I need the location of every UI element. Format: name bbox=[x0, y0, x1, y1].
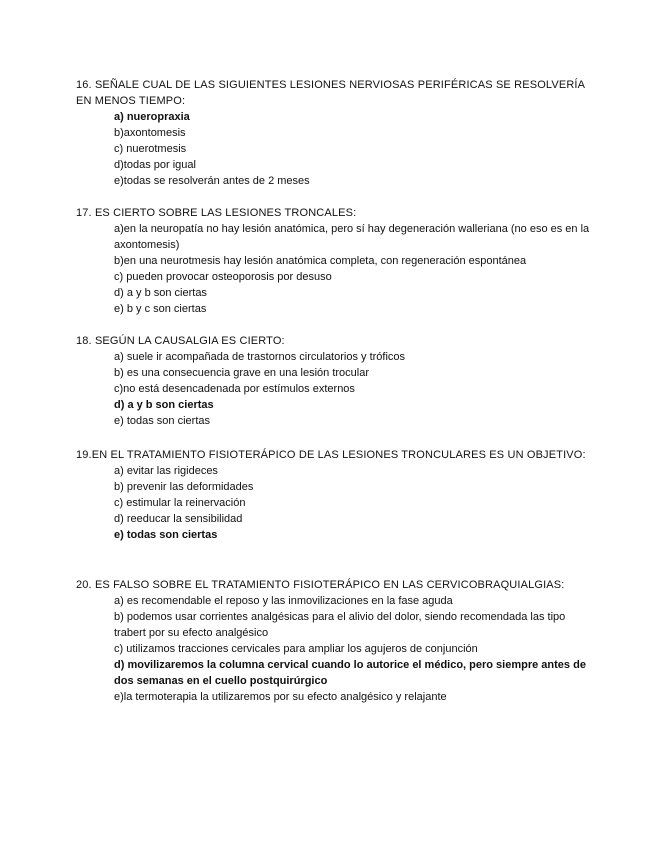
question-title: 19.EN EL TRATAMIENTO FISIOTERÁPICO DE LAS LESIONES TRONCULARES ES UN OBJETIVO: bbox=[76, 449, 586, 461]
option-b: b) podemos usar corrientes analgésicas para el alivio del dolor, siendo recomendada las tipo trabert por su efecto analgésico bbox=[114, 611, 566, 639]
option-e: e)la termoterapia la utilizaremos por su efecto analgésico y relajante bbox=[114, 691, 447, 703]
option-c: c) pueden provocar osteoporosis por desuso bbox=[114, 271, 332, 283]
option-d: d) reeducar la sensibilidad bbox=[114, 513, 243, 525]
option-c: c) nuerotmesis bbox=[114, 143, 187, 155]
option-b: b) es una consecuencia grave en una lesión trocular bbox=[114, 367, 369, 379]
question-title: 17. ES CIERTO SOBRE LAS LESIONES TRONCALES: bbox=[76, 207, 357, 219]
question-17 bbox=[76, 205, 596, 317]
option-c: c)no está desencadenada por estímulos externos bbox=[114, 383, 355, 395]
option-b: b)en una neurotmesis hay lesión anatómica completa, con regeneración espontánea bbox=[114, 255, 527, 267]
question-16 bbox=[76, 77, 596, 189]
question-19 bbox=[76, 447, 596, 543]
option-d: d) a y b son ciertas bbox=[114, 287, 207, 299]
option-e: e)todas se resolverán antes de 2 meses bbox=[114, 175, 310, 187]
option-b: b) prevenir las deformidades bbox=[114, 481, 254, 493]
option-c: c) estimular la reinervación bbox=[114, 497, 246, 509]
option-a: a) es recomendable el reposo y las inmovilizaciones en la fase aguda bbox=[114, 595, 453, 607]
question-title: 20. ES FALSO SOBRE EL TRATAMIENTO FISIOTERÁPICO EN LAS CERVICOBRAQUIALGIAS: bbox=[76, 579, 565, 591]
option-d: d)todas por igual bbox=[114, 159, 196, 171]
option-e: e) todas son ciertas bbox=[114, 529, 218, 541]
question-20 bbox=[76, 577, 596, 705]
option-a: a)en la neuropatía no hay lesión anatómica, pero sí hay degeneración walleriana (no eso es en la axontomesis) bbox=[114, 223, 590, 251]
option-a: a) nueropraxia bbox=[114, 111, 190, 123]
option-e: e) b y c son ciertas bbox=[114, 303, 207, 315]
question-title: 16. SEÑALE CUAL DE LAS SIGUIENTES LESIONES NERVIOSAS PERIFÉRICAS SE RESOLVERÍA EN MENOS TIEMPO: bbox=[76, 79, 585, 107]
option-a: a) suele ir acompañada de trastornos circulatorios y tróficos bbox=[114, 351, 406, 363]
option-a: a) evitar las rigideces bbox=[114, 465, 218, 477]
option-d: d) a y b son ciertas bbox=[114, 399, 214, 411]
option-b: b)axontomesis bbox=[114, 127, 186, 139]
option-d: d) movilizaremos la columna cervical cuando lo autorice el médico, pero siempre antes de dos semanas en el cuello postquirúrgico bbox=[114, 659, 586, 687]
option-e: e) todas son ciertas bbox=[114, 415, 210, 427]
option-c: c) utilizamos tracciones cervicales para ampliar los agujeros de conjunción bbox=[114, 643, 478, 655]
question-title: 18. SEGÚN LA CAUSALGIA ES CIERTO: bbox=[76, 335, 285, 347]
question-18 bbox=[76, 333, 596, 429]
